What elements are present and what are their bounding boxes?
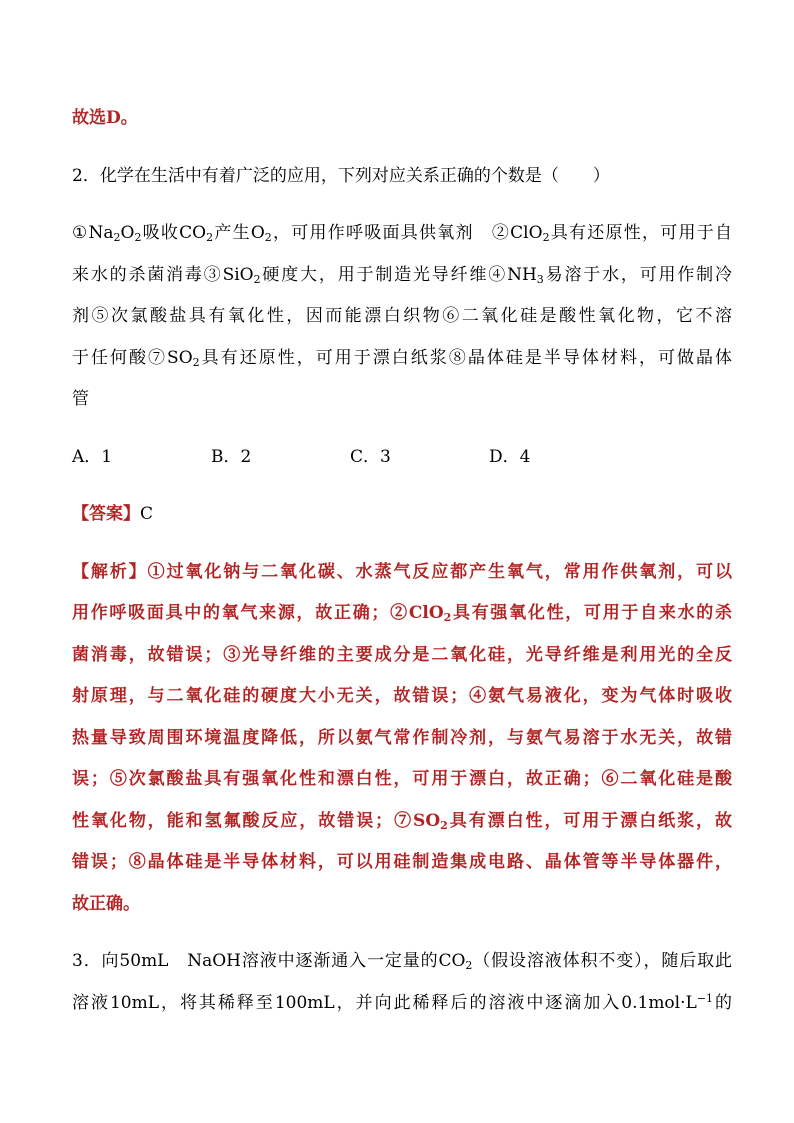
analysis-line: 【解析】①过氧化钠与二氧化碳、水蒸气反应都产生氧气，常用作供氧剂，可以 <box>72 561 733 582</box>
option-b: B．2 <box>211 446 252 467</box>
document-page <box>72 98 732 1024</box>
analysis-label: 【解析】 <box>72 561 148 582</box>
q2-body-line: 剂⑤次氯酸盐具有氧化性，因而能漂白织物⑥二氧化硅是酸性氧化物，它不溶 <box>72 306 732 326</box>
answer-label: 【答案】 <box>72 504 140 524</box>
analysis-line: 错误；⑧晶体硅是半导体材料，可以用硅制造集成电路、晶体管等半导体器件， <box>72 852 732 872</box>
q2-body-line: $①Na_2O_2$吸收$CO_2$产生$O_2$，可用作呼吸面具供氧剂 ②ClO$_2$具有还原性，可用于自 <box>72 223 732 244</box>
analysis-line: 菌消毒，故错误；③光导纤维的主要成分是二氧化硅，光导纤维是利用光的全反 <box>72 644 732 665</box>
q3-line: 溶液10mL，将其稀释至100mL，并向此稀释后的溶液中逐滴加入$0.1mol\cdot L^{-1}$的 <box>72 991 733 1013</box>
q3-line: 3．向50mL NaOH溶液中逐渐通入一定量的$CO_2$（假设溶液体积不变），随后取此 <box>72 951 733 972</box>
option-a: A．1 <box>72 446 113 467</box>
q2-options <box>72 437 732 479</box>
analysis-line: 误；⑤次氯酸盐具有强氧化性和漂白性，可用于漂白，故正确；⑥二氧化硅是酸 <box>72 769 732 789</box>
q2-body-line: 于任何酸$⑦SO_2$具有还原性，可用于漂白纸浆⑧晶体硅是半导体材料，可做晶体 <box>72 347 732 369</box>
analysis-line: 热量导致周围环境温度降低，所以氨气常作制冷剂，与氨气易溶于水无关，故错 <box>72 727 732 748</box>
q2-answer <box>72 494 732 536</box>
q2-body <box>72 213 732 421</box>
analysis-line: 用作呼吸面具中的氧气来源，故正确；②ClO$_2$具有强氧化性，可用于自来水的杀 <box>72 603 732 624</box>
q3 <box>72 941 732 1024</box>
option-c: C．3 <box>350 446 391 467</box>
analysis-line: 故正确。 <box>72 893 140 914</box>
q2-body-line: 管 <box>72 389 89 409</box>
answer-value: C <box>140 504 154 524</box>
option-d: D．4 <box>489 446 531 467</box>
analysis-line: 性氧化物，能和氢氟酸反应，故错误；$⑦SO_2$具有漂白性，可用于漂白纸浆，故 <box>72 810 733 832</box>
q2-stem: 2．化学在生活中有着广泛的应用，下列对应关系正确的个数是（ ） <box>72 165 610 186</box>
q2-analysis <box>72 552 732 926</box>
analysis-line: 射原理，与二氧化硅的硬度大小无关，故错误；④氨气易液化，变为气体时吸收 <box>72 686 732 706</box>
intro-conclusion: 故选D。 <box>72 108 138 128</box>
q2-body-line: 来水的杀菌消毒③SiO$_2$硬度大，用于制造光导纤维$④NH_3$易溶于水，可用作制冷 <box>72 264 733 286</box>
